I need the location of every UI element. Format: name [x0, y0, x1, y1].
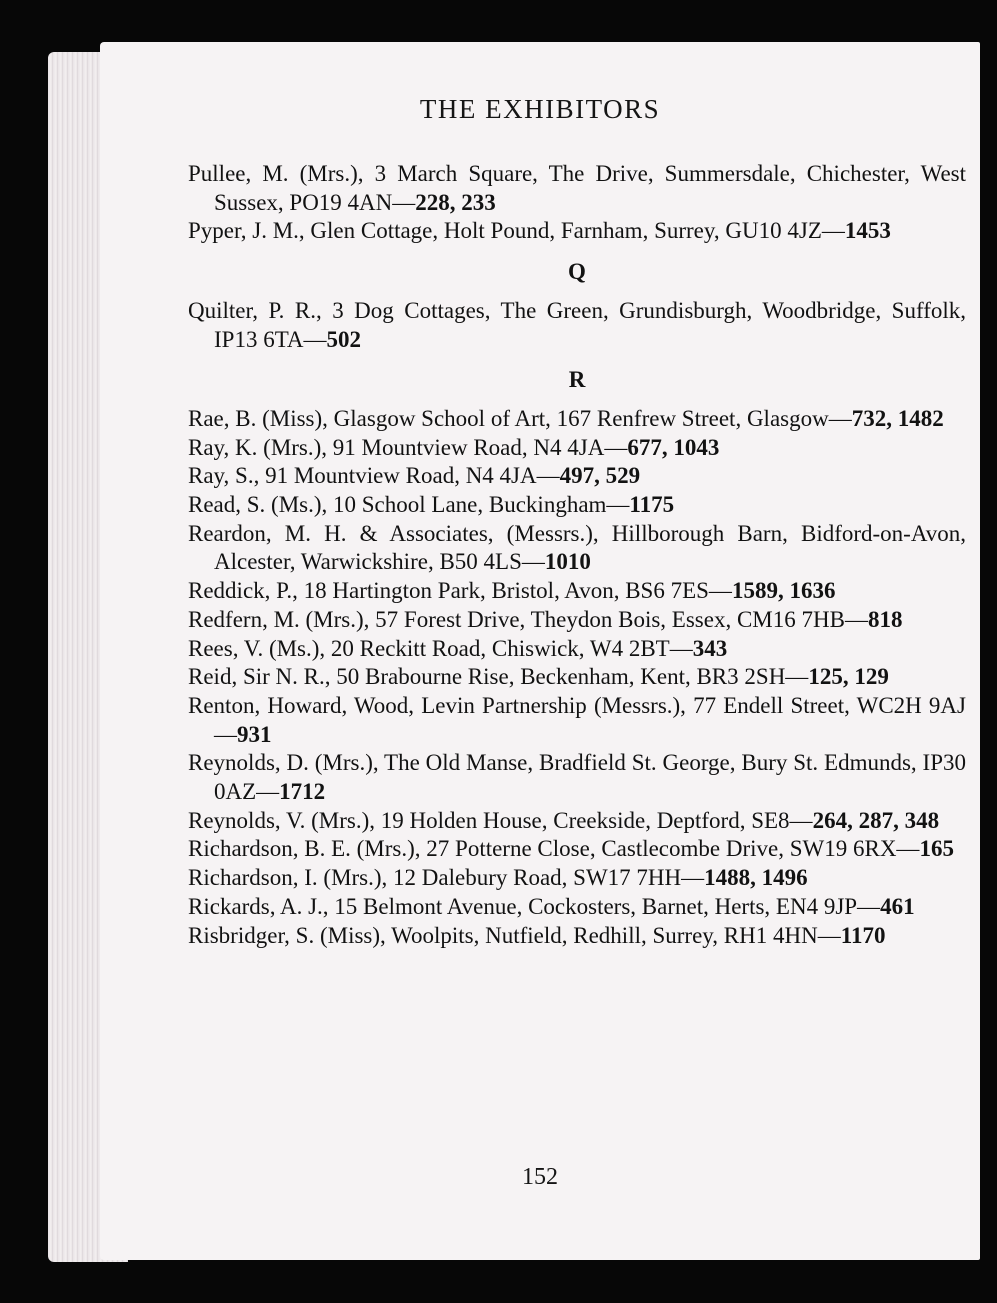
- book-page: [100, 42, 980, 1260]
- exhibitor-entry: [188, 217, 966, 246]
- entry-address: Rae, B. (Miss), Glasgow School of Art, 167 Renfrew Street, Glasgow—: [188, 405, 852, 431]
- entry-address: Quilter, P. R., 3 Dog Cottages, The Green, Grundisburgh, Woodbridge, Suffolk, IP13 6TA—: [188, 297, 966, 352]
- entry-exhibit-numbers: 818: [867, 606, 903, 632]
- exhibitor-entry: [188, 922, 966, 951]
- entry-address: Redfern, M. (Mrs.), 57 Forest Drive, Theydon Bois, Essex, CM16 7HB—: [188, 606, 868, 632]
- entry-exhibit-numbers: 165: [919, 836, 954, 862]
- entry-exhibit-numbers: 1453: [844, 218, 891, 244]
- exhibitor-entry: [188, 692, 966, 749]
- entry-exhibit-numbers: 1010: [544, 549, 591, 575]
- exhibitor-entry: [188, 835, 966, 864]
- exhibitor-entry: [188, 864, 966, 893]
- exhibitor-entry: [188, 434, 966, 463]
- page-header: THE EXHIBITORS: [419, 94, 661, 124]
- entry-exhibit-numbers: 1170: [840, 922, 886, 948]
- entry-exhibit-numbers: 1175: [629, 492, 675, 518]
- entry-address: Richardson, I. (Mrs.), 12 Dalebury Road, SW17 7HH—: [188, 865, 705, 891]
- entry-address: Pullee, M. (Mrs.), 3 March Square, The Drive, Summersdale, Chichester, West Sussex, PO19 4AN—: [188, 161, 966, 215]
- entry-exhibit-numbers: 343: [692, 635, 728, 661]
- entry-address: Read, S. (Ms.), 10 School Lane, Buckingham—: [188, 492, 630, 518]
- entry-exhibit-numbers: 732, 1482: [851, 405, 944, 431]
- entry-exhibit-numbers: 1589, 1636: [731, 578, 836, 604]
- entry-exhibit-numbers: 1712: [279, 779, 326, 805]
- exhibitor-list: [188, 160, 966, 950]
- section-letter-r: R: [568, 367, 586, 393]
- entries-r: [188, 405, 966, 950]
- entry-address: Risbridger, S. (Miss), Woolpits, Nutfield, Redhill, Surrey, RH1 4HN—: [188, 922, 841, 948]
- entry-exhibit-numbers: 677, 1043: [627, 434, 720, 460]
- entry-address: Reardon, M. H. & Associates, (Messrs.), Hillborough Barn, Bidford-on-Avon, Alcester, Warwickshire, B50 4LS—: [188, 520, 966, 575]
- exhibitor-entry: [188, 749, 966, 806]
- entry-exhibit-numbers: 1488, 1496: [704, 865, 808, 891]
- entry-exhibit-numbers: 502: [326, 326, 362, 352]
- entry-exhibit-numbers: 125, 129: [808, 664, 889, 690]
- exhibitor-entry: [188, 577, 966, 606]
- entry-address: Pyper, J. M., Glen Cottage, Holt Pound, Farnham, Surrey, GU10 4JZ—: [188, 218, 845, 244]
- exhibitor-entry: [188, 606, 966, 635]
- entry-exhibit-numbers: 931: [237, 721, 272, 747]
- entry-address: Rickards, A. J., 15 Belmont Avenue, Cockosters, Barnet, Herts, EN4 9JP—: [188, 893, 881, 919]
- entry-exhibit-numbers: 497, 529: [559, 463, 641, 489]
- entry-address: Richardson, B. E. (Mrs.), 27 Potterne Close, Castlecombe Drive, SW19 6RX—: [188, 836, 920, 862]
- exhibitor-entry: [188, 893, 966, 922]
- entry-address: Rees, V. (Ms.), 20 Reckitt Road, Chiswick, W4 2BT—: [188, 635, 693, 661]
- exhibitor-entry: [188, 160, 966, 217]
- entry-exhibit-numbers: 264, 287, 348: [812, 807, 940, 833]
- entry-address: Renton, Howard, Wood, Levin Partnership (Messrs.), 77 Endell Street, WC2H 9AJ—: [188, 692, 966, 747]
- entry-address: Reid, Sir N. R., 50 Brabourne Rise, Beckenham, Kent, BR3 2SH—: [188, 664, 809, 690]
- entry-exhibit-numbers: 461: [880, 893, 915, 919]
- entry-address: Reddick, P., 18 Hartington Park, Bristol, Avon, BS6 7ES—: [188, 578, 732, 604]
- entry-address: Reynolds, V. (Mrs.), 19 Holden House, Creekside, Deptford, SE8—: [188, 807, 813, 833]
- exhibitor-entry: [188, 807, 966, 836]
- exhibitor-entry: [188, 520, 966, 577]
- entries-before-q: [188, 160, 966, 246]
- exhibitor-entry: [188, 297, 966, 354]
- exhibitor-entry: [188, 405, 966, 434]
- entry-address: Ray, K. (Mrs.), 91 Mountview Road, N4 4JA—: [188, 434, 628, 460]
- exhibitor-entry: [188, 635, 966, 664]
- exhibitor-entry: [188, 462, 966, 491]
- section-letter-q: Q: [568, 259, 586, 285]
- exhibitor-entry: [188, 491, 966, 520]
- entry-address: Reynolds, D. (Mrs.), The Old Manse, Bradfield St. George, Bury St. Edmunds, IP30 0AZ—: [188, 750, 966, 805]
- entry-address: Ray, S., 91 Mountview Road, N4 4JA—: [188, 463, 560, 489]
- exhibitor-entry: [188, 663, 966, 692]
- entries-q: [188, 297, 966, 354]
- page-number: 152: [522, 1164, 558, 1190]
- entry-exhibit-numbers: 228, 233: [415, 189, 496, 215]
